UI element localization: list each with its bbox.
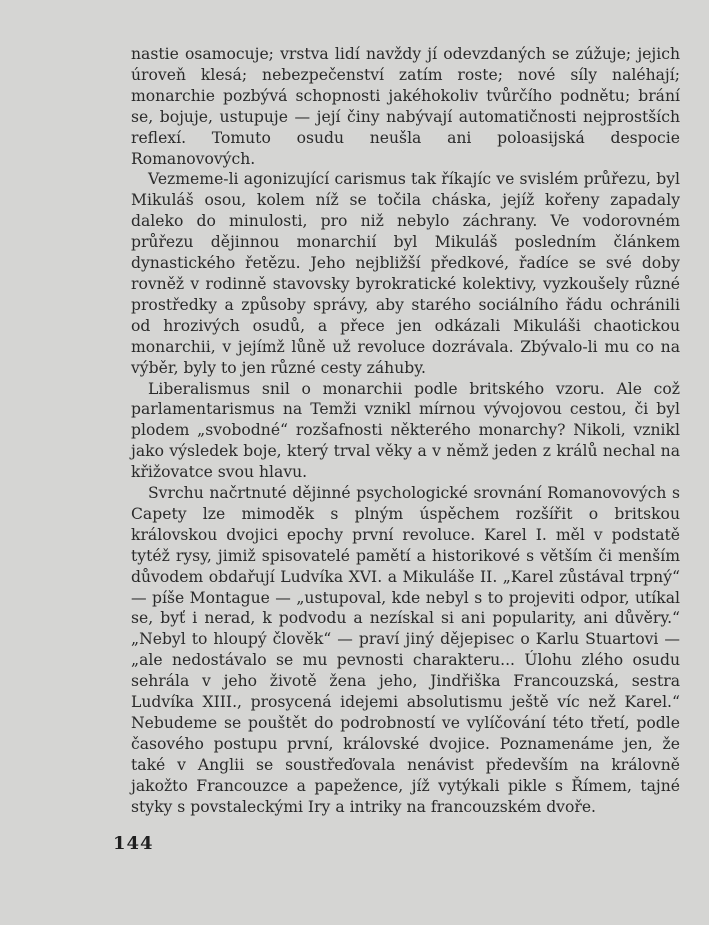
page-number: 144 (113, 833, 154, 854)
paragraph-comparison: Svrchu načrtnuté dějinné psychologické srovnání Romanovových s Capety lze mimoděk s plným úspěchem rozšířit o britskou královskou dvojici epochy první revoluce. Karel I. měl v podstatě tytéž rysy, jimiž spisovatelé pamětí a historikové s větším či menším důvodem obdařují Ludvíka XVI. a Mikuláše II. „Karel zůstával trpný“ — píše Montague — „ustupoval, kde nebyl s to projeviti odpor, utíkal se, byť i nerad, k podvodu a nezískal si ani popularity, ani důvěry.“ „Nebyl to hloupý člověk“ — praví jiný dějepisec o Karlu Stuartovi — „ale nedostávalo se mu pevnosti charakteru... Úlohu zlého osudu sehrála v jeho životě žena jeho, Jindřiška Francouzská, sestra Ludvíka XIII., prosycená idejemi absolutismu ještě víc než Karel.“ Nebudeme se pouštět do podrobností ve vylíčování této třetí, podle časového postupu první, královské dvojice. Poznamenáme jen, že také v Anglii se soustřeďovala nenávist především na královně jakožto Francouzce a papežence, jíž vytýkali pikle s Římem, tajné styky s povstaleckými Iry a intriky na francouzském dvoře. (131, 484, 680, 816)
body-text (131, 44, 680, 818)
paragraph-continuation: nastie osamocuje; vrstva lidí navždy jí odevzdaných se zúžuje; jejich úroveň klesá; nebezpečenství zatím roste; nové síly naléhají; monarchie pozbývá schopnosti jakéhokoliv tvůrčího podnětu; brání se, bojuje, ustupuje — její činy nabývají automatičnosti nejprostších reflexí. Tomuto osudu neušla ani poloasijská despocie Romanovových. (131, 45, 680, 168)
paragraph-liberalism: Liberalismus snil o monarchii podle britského vzoru. Ale což parlamentarismus na Temži vznikl mírnou vývojovou cestou, či byl plodem „svobodné“ rozšafnosti některého monarchy? Nikoli, vznikl jako výsledek boje, který trval věky a v němž jeden z králů nechal na křižovatce svou hlavu. (131, 379, 680, 482)
paragraph-carism: Vezmeme-li agonizující carismus tak říkajíc ve svislém průřezu, byl Mikuláš osou, kolem níž se točila cháska, jejíž kořeny zapadaly daleko do minulosti, pro niž nebylo záchrany. Ve vodorovném průřezu dějinnou monarchií byl Mikuláš posledním článkem dynastického řetězu. Jeho nejbližší předkové, řadíce se své doby rovněž v rodinně stavovsky byrokratické kolektivy, vyzkoušely různé prostředky a způsoby správy, aby starého sociálního řádu ochránili od hrozivých osudů, a přece jen odkázali Mikuláši chaotickou monarchii, v jejímž lůně už revoluce dozrávala. Zbývalo-li mu co na výběr, byly to jen různé cesty záhuby. (131, 170, 680, 377)
